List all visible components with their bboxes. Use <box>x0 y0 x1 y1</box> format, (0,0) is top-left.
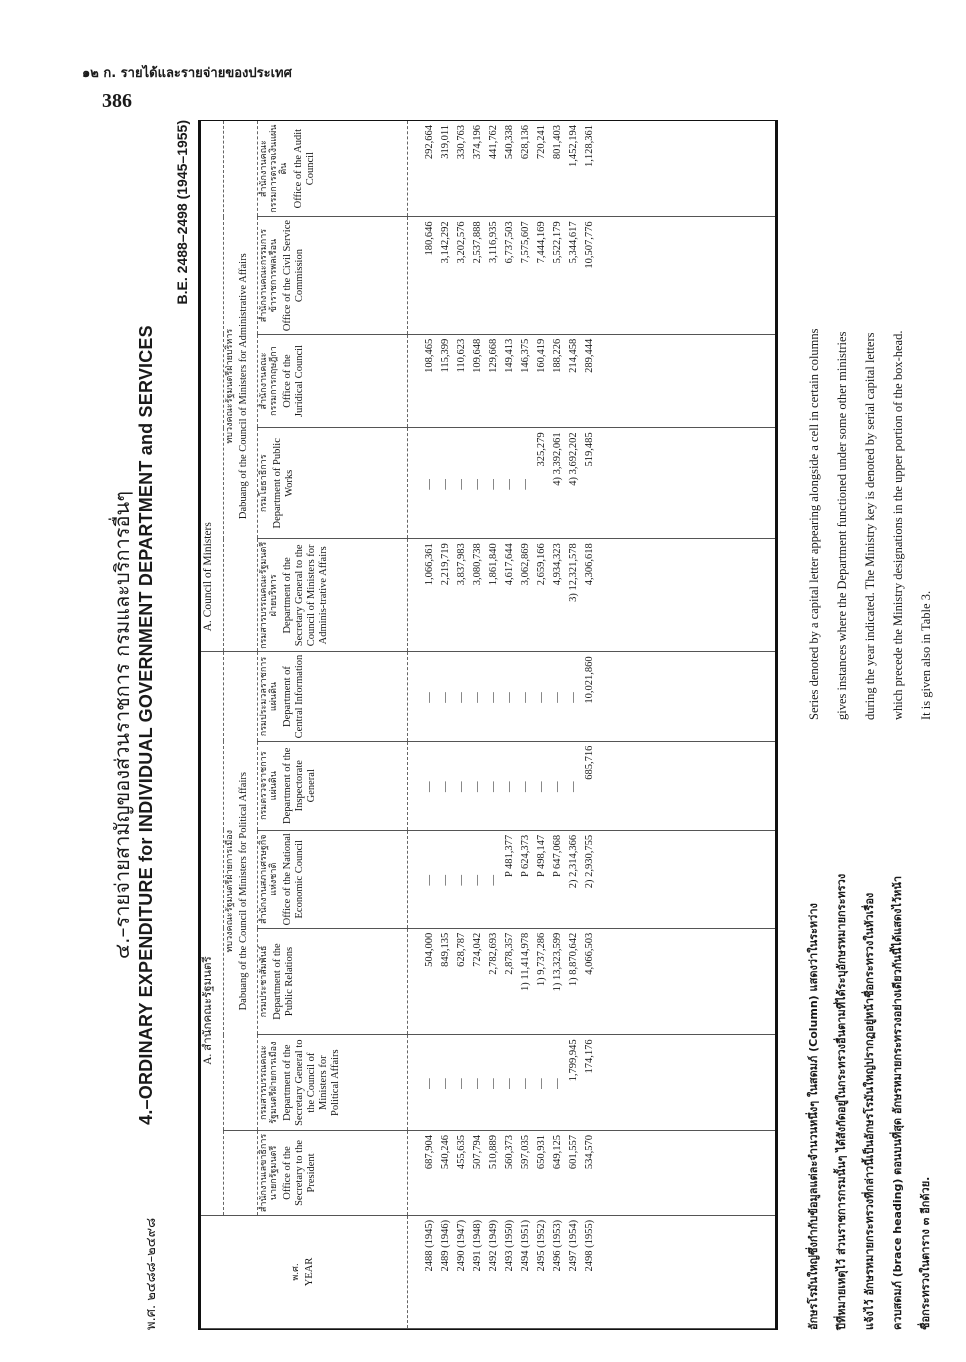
value-cell: 801,403 <box>551 125 563 160</box>
value-cell: 10,021,860 <box>583 656 595 704</box>
footnote-en-line: Series denoted by a capital letter appearing alongside a cell in certain columns <box>807 328 821 720</box>
value-cell: P 624,373 <box>519 834 531 878</box>
footnote-english <box>800 120 940 720</box>
column-header-en: Office of the Audit Council <box>292 128 316 209</box>
value-cell: — <box>519 692 531 703</box>
value-cell: — <box>487 479 499 490</box>
value-cell: 685,716 <box>583 745 595 780</box>
value-cell: 129,668 <box>487 338 499 373</box>
value-cell: — <box>423 781 435 792</box>
value-cell: — <box>487 692 499 703</box>
column-header-en: Office of the Civil Service Commission <box>282 219 306 332</box>
column-header <box>257 928 407 1035</box>
value-cell: — <box>471 479 483 490</box>
value-cell: 214,458 <box>567 338 579 373</box>
value-cell: 540,246 <box>439 1135 451 1170</box>
value-cell: — <box>567 692 579 703</box>
value-cell: 4) 3,692,202 <box>567 432 579 486</box>
value-cell: — <box>551 692 563 703</box>
value-column <box>407 334 775 428</box>
year-cell: 2491 (1948) <box>471 1219 483 1272</box>
footnote-thai-line: ควบสดมภ์ (brace heading) ตอนบนที่สุด อักษรหมายกระทรวงอย่างเดียวกันนี้ได้แสดงไว้หน้า <box>891 875 904 1330</box>
value-cell: 4,066,503 <box>583 932 595 975</box>
column-header-thai: สำนักงานคณะกรรมการข้าราชการพลเรือน <box>258 228 279 323</box>
ministry-thai-header: A. สำนักคณะรัฐมนตรี <box>201 652 223 1215</box>
value-cell: — <box>423 479 435 490</box>
footnote-en-line: which precede the Ministry designations in the upper portion of the box-head. <box>891 330 905 720</box>
value-column <box>407 652 775 741</box>
value-cell: — <box>439 875 451 886</box>
value-column <box>407 217 775 334</box>
value-cell: 628,136 <box>519 125 531 160</box>
value-cell: — <box>455 875 467 886</box>
year-cell: 2490 (1947) <box>455 1219 467 1272</box>
value-cell: 849,135 <box>439 932 451 967</box>
group-political-header <box>223 652 257 1131</box>
value-cell: P 647,068 <box>551 834 563 878</box>
value-cell: 5,344,617 <box>567 221 579 264</box>
column-header <box>257 830 407 928</box>
value-cell: 3) 12,321,578 <box>567 543 579 602</box>
value-cell: 5,522,179 <box>551 221 563 264</box>
value-cell: 292,664 <box>423 125 435 160</box>
group-political-en: Dabuang of the Council of Ministers for Political Affairs <box>237 772 249 1011</box>
value-cell: 2,537,888 <box>471 221 483 264</box>
column-header-thai: กรมประมวลราชการแผ่นดิน <box>258 656 279 737</box>
value-cell: 649,125 <box>551 1135 563 1170</box>
value-cell: — <box>423 875 435 886</box>
title-english: 4.–ORDINARY EXPENDITURE for INDIVIDUAL GOVERNMENT DEPARTMENT and SERVICES <box>136 325 156 1125</box>
value-cell: 289,444 <box>583 338 595 373</box>
value-cell: — <box>455 479 467 490</box>
value-cell: 1) 11,414,978 <box>519 932 531 991</box>
value-cell: 724,042 <box>471 932 483 967</box>
year-cell: 2488 (1945) <box>423 1219 435 1272</box>
value-cell: P 481,377 <box>503 834 515 878</box>
value-cell: — <box>487 1078 499 1089</box>
table-body-row <box>407 121 775 1329</box>
value-cell: — <box>503 479 515 490</box>
group-admin-en: Dabuang of the Council of Ministers for Administrative Affairs <box>237 253 249 520</box>
year-cell: 2495 (1952) <box>535 1219 547 1272</box>
running-head: ๑๒ ก. รายได้และรายจ่ายของประเทศ <box>82 66 292 81</box>
column-header-thai: กรมสารบรรณคณะรัฐมนตรีฝ่ายการเมือง <box>258 1041 279 1124</box>
column-header-en: Department of the Public Relations <box>271 943 295 1020</box>
value-cell: — <box>455 1078 467 1089</box>
year-cell: 2498 (1955) <box>583 1219 595 1272</box>
footnote-thai-line: อักษรโรมันใหญ่ซึ่งกำกับข้อมูลแต่ละจำนวนหนึ่งๆ ในสดมภ์ (Column) แสดงว่าในระหว่าง <box>807 903 820 1330</box>
value-cell: — <box>471 692 483 703</box>
value-cell: 1) 9,737,286 <box>535 932 547 987</box>
column-header-thai: สำนักงานคณะกรรมการกฤษฎีกา <box>258 346 279 416</box>
value-cell: 560,373 <box>503 1135 515 1170</box>
value-cell: 7,575,607 <box>519 221 531 264</box>
value-cell: 4,934,323 <box>551 543 563 586</box>
value-cell: 110,623 <box>455 338 467 373</box>
year-column <box>407 1215 775 1328</box>
value-cell: 2,219,719 <box>439 543 451 586</box>
value-cell: 720,241 <box>535 125 547 160</box>
value-cell: — <box>551 1078 563 1089</box>
value-cell: 115,399 <box>439 338 451 373</box>
value-cell: 519,485 <box>583 432 595 467</box>
value-cell: 597,035 <box>519 1135 531 1170</box>
column-header-en: Office of the Juridical Council <box>282 345 306 418</box>
value-cell: — <box>503 1078 515 1089</box>
expenditure-table <box>198 120 778 1330</box>
footnote-en-line: during the year indicated. The Ministry key is denoted by serial capital letters <box>863 332 877 720</box>
year-header <box>201 1215 407 1328</box>
value-cell: 10,507,776 <box>583 221 595 269</box>
value-cell: 330,763 <box>455 125 467 160</box>
value-cell: 650,931 <box>535 1135 547 1170</box>
page-number: 386 <box>102 90 132 112</box>
value-cell: 4,617,644 <box>503 543 515 586</box>
rotated-table-page <box>88 120 958 1330</box>
value-cell: — <box>519 1078 531 1089</box>
value-cell: 3,202,576 <box>455 221 467 264</box>
value-cell: 2,659,166 <box>535 543 547 586</box>
column-header-en: Department of the Inspectorate General <box>282 747 318 824</box>
value-cell: 1,066,361 <box>423 543 435 586</box>
title-thai: ๔.–รายจ่ายสามัญของส่วนราชการ กรมและบริการอื่นๆ <box>110 491 134 959</box>
column-header <box>257 1035 407 1131</box>
value-cell: — <box>535 692 547 703</box>
value-cell: 687,904 <box>423 1135 435 1170</box>
column-header-en: Office of the Secretary to the President <box>282 1140 318 1206</box>
value-cell: — <box>439 479 451 490</box>
value-cell: 1,452,194 <box>567 125 579 167</box>
value-cell: 628,787 <box>455 932 467 967</box>
value-cell: 108,465 <box>423 338 435 373</box>
value-cell: 504,000 <box>423 932 435 967</box>
column-header <box>257 217 407 334</box>
ministry-header: A. Council of Ministers <box>201 121 223 652</box>
value-cell: 188,226 <box>551 338 563 373</box>
footnote-thai-line: ชื่อกระทรวงในตาราง ๓ อีกด้วย. <box>919 1176 932 1330</box>
value-cell: 510,889 <box>487 1135 499 1170</box>
value-cell: 149,413 <box>503 338 515 373</box>
column-header-thai: สำนักงานสภาเศรษฐกิจแห่งชาติ <box>258 834 279 925</box>
value-cell: 455,635 <box>455 1135 467 1170</box>
column-header-en: Office of the National Economic Council <box>282 833 306 926</box>
footnote-en-line: It is given also in Table 3. <box>919 590 933 720</box>
value-cell: — <box>471 1078 483 1089</box>
value-cell: 1) 8,870,642 <box>567 932 579 987</box>
year-cell: 2492 (1949) <box>487 1219 499 1272</box>
value-cell: 3,837,983 <box>455 543 467 586</box>
value-cell: 6,737,503 <box>503 221 515 264</box>
value-cell: — <box>487 781 499 792</box>
be-range-thai: พ.ศ. ๒๔๘๘–๒๔๙๘ <box>144 1217 159 1330</box>
column-header-en: Department of Central Information <box>282 654 306 739</box>
value-cell: — <box>423 1078 435 1089</box>
column-header <box>257 1131 407 1216</box>
value-cell: — <box>535 781 547 792</box>
value-column <box>407 428 775 539</box>
column-header-thai: สำนักงานเลขาธิการนายกรัฐมนตรี <box>258 1133 279 1213</box>
value-column <box>407 1131 775 1216</box>
value-cell: 174,176 <box>583 1039 595 1074</box>
column-header-thai: กรมโยธาธิการ <box>258 454 269 513</box>
value-column <box>407 539 775 652</box>
value-cell: 109,648 <box>471 338 483 373</box>
value-cell: 2) 2,314,366 <box>567 834 579 889</box>
value-cell: 4) 3,392,061 <box>551 432 563 486</box>
column-header-en: Department of the Secretary General to the Council of Ministers for Adminis-trative Affairs <box>282 544 330 647</box>
footnote-thai-line: ปีที่หมายเหตุไว้ ส่วนราชการกรมนั้นๆ ได้สังกัดอยู่ในกระทรวงอื่นตามที่ได้ระบุอักษรหมายกระทรวง <box>835 873 848 1330</box>
group-admin-thai: ทบวงคณะรัฐมนตรีฝ่ายบริหาร <box>224 328 235 444</box>
column-header <box>257 539 407 652</box>
column-header <box>257 334 407 428</box>
column-header <box>257 428 407 539</box>
year-cell: 2497 (1954) <box>567 1219 579 1272</box>
value-cell: — <box>567 781 579 792</box>
spacer-header <box>223 1131 257 1216</box>
column-header-thai: กรมตรวจราชการแผ่นดิน <box>258 751 279 821</box>
value-cell: — <box>455 692 467 703</box>
column-header <box>257 741 407 830</box>
value-cell: — <box>519 479 531 490</box>
table-heading <box>88 120 208 1330</box>
value-cell: 325,279 <box>535 432 547 467</box>
value-cell: 2,878,357 <box>503 932 515 975</box>
value-cell: 160,419 <box>535 338 547 373</box>
value-column <box>407 1035 775 1131</box>
value-column <box>407 928 775 1035</box>
value-cell: 2,782,693 <box>487 932 499 975</box>
group-political-thai: ทบวงคณะรัฐมนตรีฝ่ายการเมือง <box>224 829 235 953</box>
value-cell: 3,142,292 <box>439 221 451 264</box>
column-header <box>257 121 407 217</box>
value-column <box>407 830 775 928</box>
value-cell: — <box>487 875 499 886</box>
value-cell: — <box>503 781 515 792</box>
value-cell: 3,116,935 <box>487 221 499 263</box>
value-cell: 1) 13,323,599 <box>551 932 563 992</box>
value-cell: 374,196 <box>471 125 483 160</box>
value-cell: — <box>439 781 451 792</box>
year-header-en: YEAR <box>304 1257 316 1287</box>
column-header-thai: สำนักงานคณะกรรมการตรวจเงินแผ่นดิน <box>258 124 290 213</box>
value-cell: 3,080,738 <box>471 543 483 586</box>
footnote-thai <box>800 750 940 1330</box>
value-cell: P 498,147 <box>535 834 547 878</box>
value-cell: 319,011 <box>439 125 451 159</box>
value-cell: 441,762 <box>487 125 499 160</box>
group-admin-header <box>223 121 257 652</box>
value-cell: 4,306,618 <box>583 543 595 586</box>
value-cell: 507,794 <box>471 1135 483 1170</box>
value-cell: — <box>439 1078 451 1089</box>
value-column <box>407 741 775 830</box>
footnote-en-line: gives instances where the Department functioned under some other ministries <box>835 331 849 720</box>
value-cell: 1,128,361 <box>583 125 595 167</box>
value-cell: 1,799,945 <box>567 1039 579 1082</box>
year-cell: 2489 (1946) <box>439 1219 451 1272</box>
footnote-thai-line: แจ้งไว้ อักษรหมายกระทรวงที่กล่าวนี้เป็นอักษรโรมันใหญ่ปรากฏอยู่หน้าชื่อกระทรวงในหัวเรื่อง <box>863 892 876 1330</box>
value-cell: 540,338 <box>503 125 515 160</box>
value-cell: 3,062,869 <box>519 543 531 586</box>
column-header-en: Department of Public Works <box>271 438 295 529</box>
value-cell: 601,557 <box>567 1135 579 1170</box>
year-cell: 2496 (1953) <box>551 1219 563 1272</box>
year-header-thai: พ.ศ. <box>291 1263 302 1281</box>
value-cell: 534,570 <box>583 1135 595 1170</box>
column-header-thai: กรมสารบรรณคณะรัฐมนตรีฝ่ายบริหาร <box>258 541 279 649</box>
value-cell: — <box>535 1078 547 1089</box>
value-cell: 146,375 <box>519 338 531 373</box>
value-cell: — <box>423 692 435 703</box>
year-cell: 2494 (1951) <box>519 1219 531 1272</box>
value-cell: — <box>551 781 563 792</box>
value-cell: 2) 2,930,755 <box>583 834 595 889</box>
value-cell: 1,861,840 <box>487 543 499 586</box>
value-cell: — <box>471 781 483 792</box>
value-cell: 7,444,169 <box>535 221 547 264</box>
value-cell: 180,646 <box>423 221 435 256</box>
value-cell: — <box>471 875 483 886</box>
value-cell: — <box>503 692 515 703</box>
year-cell: 2493 (1950) <box>503 1219 515 1272</box>
be-range-english: B.E. 2488–2498 (1945–1955) <box>174 120 190 305</box>
value-cell: — <box>439 692 451 703</box>
column-header-en: Department of the Secretary General to the Council of Ministers for Political Affairs <box>282 1039 342 1126</box>
column-header <box>257 652 407 741</box>
column-header-thai: กรมประชาสัมพันธ์ <box>258 945 269 1018</box>
value-column <box>407 121 775 217</box>
value-cell: — <box>519 781 531 792</box>
value-cell: — <box>455 781 467 792</box>
